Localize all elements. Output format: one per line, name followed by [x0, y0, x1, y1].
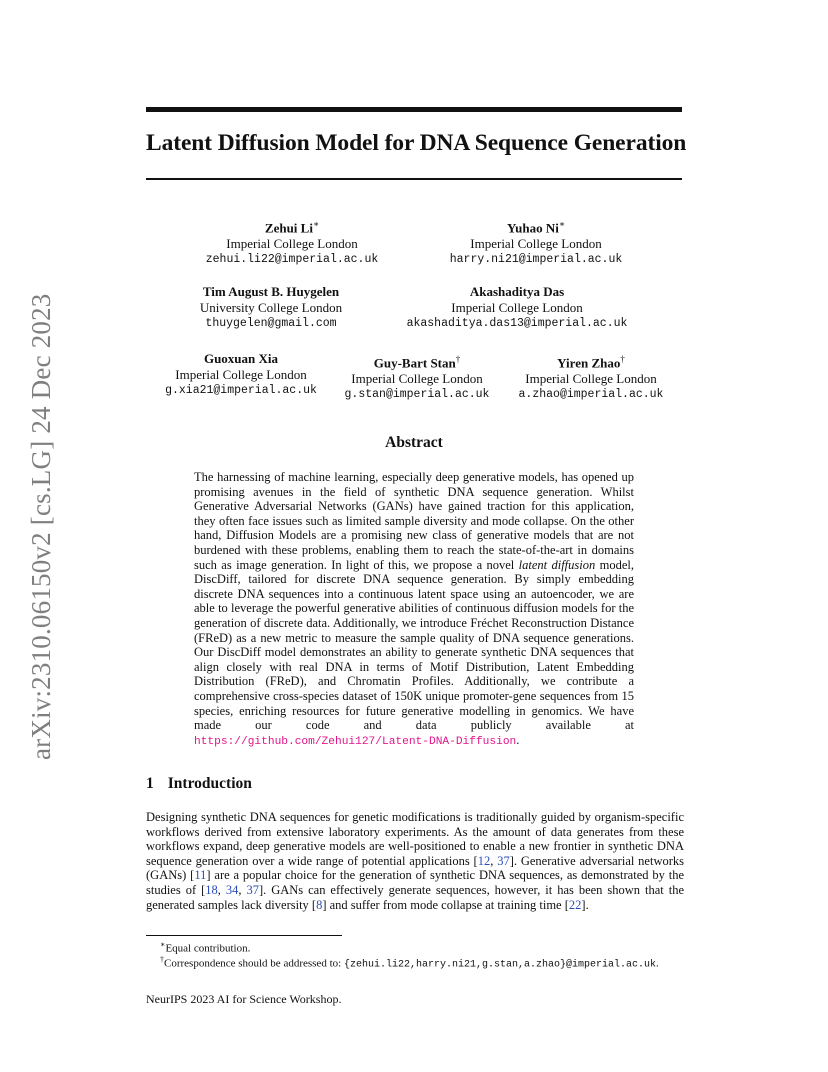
paper-title: Latent Diffusion Model for DNA Sequence Generation: [146, 130, 687, 156]
author-affiliation: University College London: [199, 300, 343, 315]
citation-link[interactable]: 11: [194, 868, 207, 883]
author-email: g.stan@imperial.ac.uk: [344, 388, 490, 402]
author-email: harry.ni21@imperial.ac.uk: [449, 253, 623, 267]
author-name: Guy-Bart Stan†: [373, 354, 461, 371]
author-name: Guoxuan Xia: [203, 351, 279, 366]
author-name: Akashaditya Das: [469, 284, 565, 299]
author-affiliation: Imperial College London: [470, 236, 602, 252]
abstract-body: The harnessing of machine learning, especially deep generative models, has opened up promising avenues in the field of synthetic DNA sequence generation. Whilst Generative Adversarial Networks (GANs) have gained traction for this application, they often face issues such as limited sample diversity and mode collapse. On the other hand, Diffusion Models are a promising new class of generative models that are not burdened with these problems, enabling them to reach the state-of-the-art in domains such as image generation. In light of this, we propose a novel latent diffusion model, DiscDiff, tailored for discrete DNA sequence generation. By simply embedding discrete DNA sequences into a continuous latent space using an autoencoder, we are able to leverage the powerful generative abilities of continuous diffusion models for the generation of discrete data. Additionally, we introduce Fréchet Reconstruction Distance (FReD) as a new metric to measure the sample quality of DNA sequence generations. Our DiscDiff model demonstrates an ability to generate synthetic DNA sequences that align closely with real DNA in terms of Motif Distribution, Latent Embedding Distribution (FReD), and Chromatin Profiles. Additionally, we contribute a comprehensive cross-species dataset of 150K unique promoter-gene sequences from 15 species, enriching resources for future generative modelling in genomics. We have made our code and data publicly available at https://github.com/Zehui127/Latent-DNA-Diffusion.: [194, 470, 634, 748]
author-name: Tim August B. Huygelen: [202, 284, 340, 299]
author-name: Yuhao Ni∗: [506, 219, 566, 236]
citation-link[interactable]: 22: [568, 897, 582, 912]
arxiv-identifier-stamp: arXiv:2310.06150v2 [cs.LG] 24 Dec 2023: [26, 293, 56, 760]
abstract-heading: Abstract: [385, 434, 443, 451]
introduction-paragraph: Designing synthetic DNA sequences for genetic modifications is traditionally guided by organism-specific workflows derived from extensive laboratory experiments. As the amount of data generates from these workflows expand, deep generative models are well-positioned to enable a new frontier in synthetic DNA sequence generation over a wide range of potential applications [12, 37]. Generative adversarial networks (GANs) [11] are a popular choice for the generation of synthetic DNA sequences, as demonstrated by the studies of [18, 34, 37]. GANs can effectively generate sequences, however, it has been shown that the generated samples lack diversity [8] and suffer from mode collapse at training time [22].: [146, 810, 685, 912]
author-block: [165, 351, 317, 399]
author-name: Zehui Li∗: [264, 219, 320, 236]
author-affiliation: Imperial College London: [226, 236, 358, 252]
title-top-rule: [146, 107, 682, 112]
author-email: a.zhao@imperial.ac.uk: [518, 388, 664, 402]
title-bottom-rule: [146, 178, 682, 180]
footnote-rule: [146, 935, 342, 936]
citation-link[interactable]: 18: [205, 882, 218, 897]
section-heading: 1 Introduction: [146, 775, 252, 792]
author-email: g.xia21@imperial.ac.uk: [165, 384, 317, 397]
citation-link[interactable]: 37: [246, 882, 259, 897]
author-block: [206, 216, 379, 268]
citation-link[interactable]: 8: [316, 897, 323, 912]
code-repository-link[interactable]: https://github.com/Zehui127/Latent-DNA-Diffusion: [194, 735, 517, 748]
author-affiliation: Imperial College London: [175, 367, 307, 382]
author-block: [450, 216, 623, 268]
author-block: [200, 284, 342, 332]
author-affiliation: Imperial College London: [451, 300, 583, 315]
author-affiliation: Imperial College London: [351, 371, 483, 387]
author-email: thuygelen@gmail.com: [205, 317, 337, 330]
author-block: [407, 284, 628, 332]
author-email: zehui.li22@imperial.ac.uk: [205, 253, 379, 267]
citation-link[interactable]: 12: [477, 853, 491, 868]
author-name: Yiren Zhao†: [557, 354, 625, 371]
footnote-correspondence: †Correspondence should be addressed to: {zehui.li22,harry.ni21,g.stan,a.zhao}@imperial.ac.uk.: [160, 955, 659, 971]
citation-link[interactable]: 34: [225, 882, 239, 897]
venue-footer: NeurIPS 2023 AI for Science Workshop.: [146, 992, 342, 1006]
citation-link[interactable]: 37: [497, 853, 510, 868]
author-block: [519, 351, 664, 403]
author-affiliation: Imperial College London: [525, 371, 657, 387]
author-block: [345, 351, 490, 403]
author-email: akashaditya.das13@imperial.ac.uk: [406, 317, 628, 330]
footnote-equal-contribution: ∗Equal contribution.: [160, 940, 251, 955]
